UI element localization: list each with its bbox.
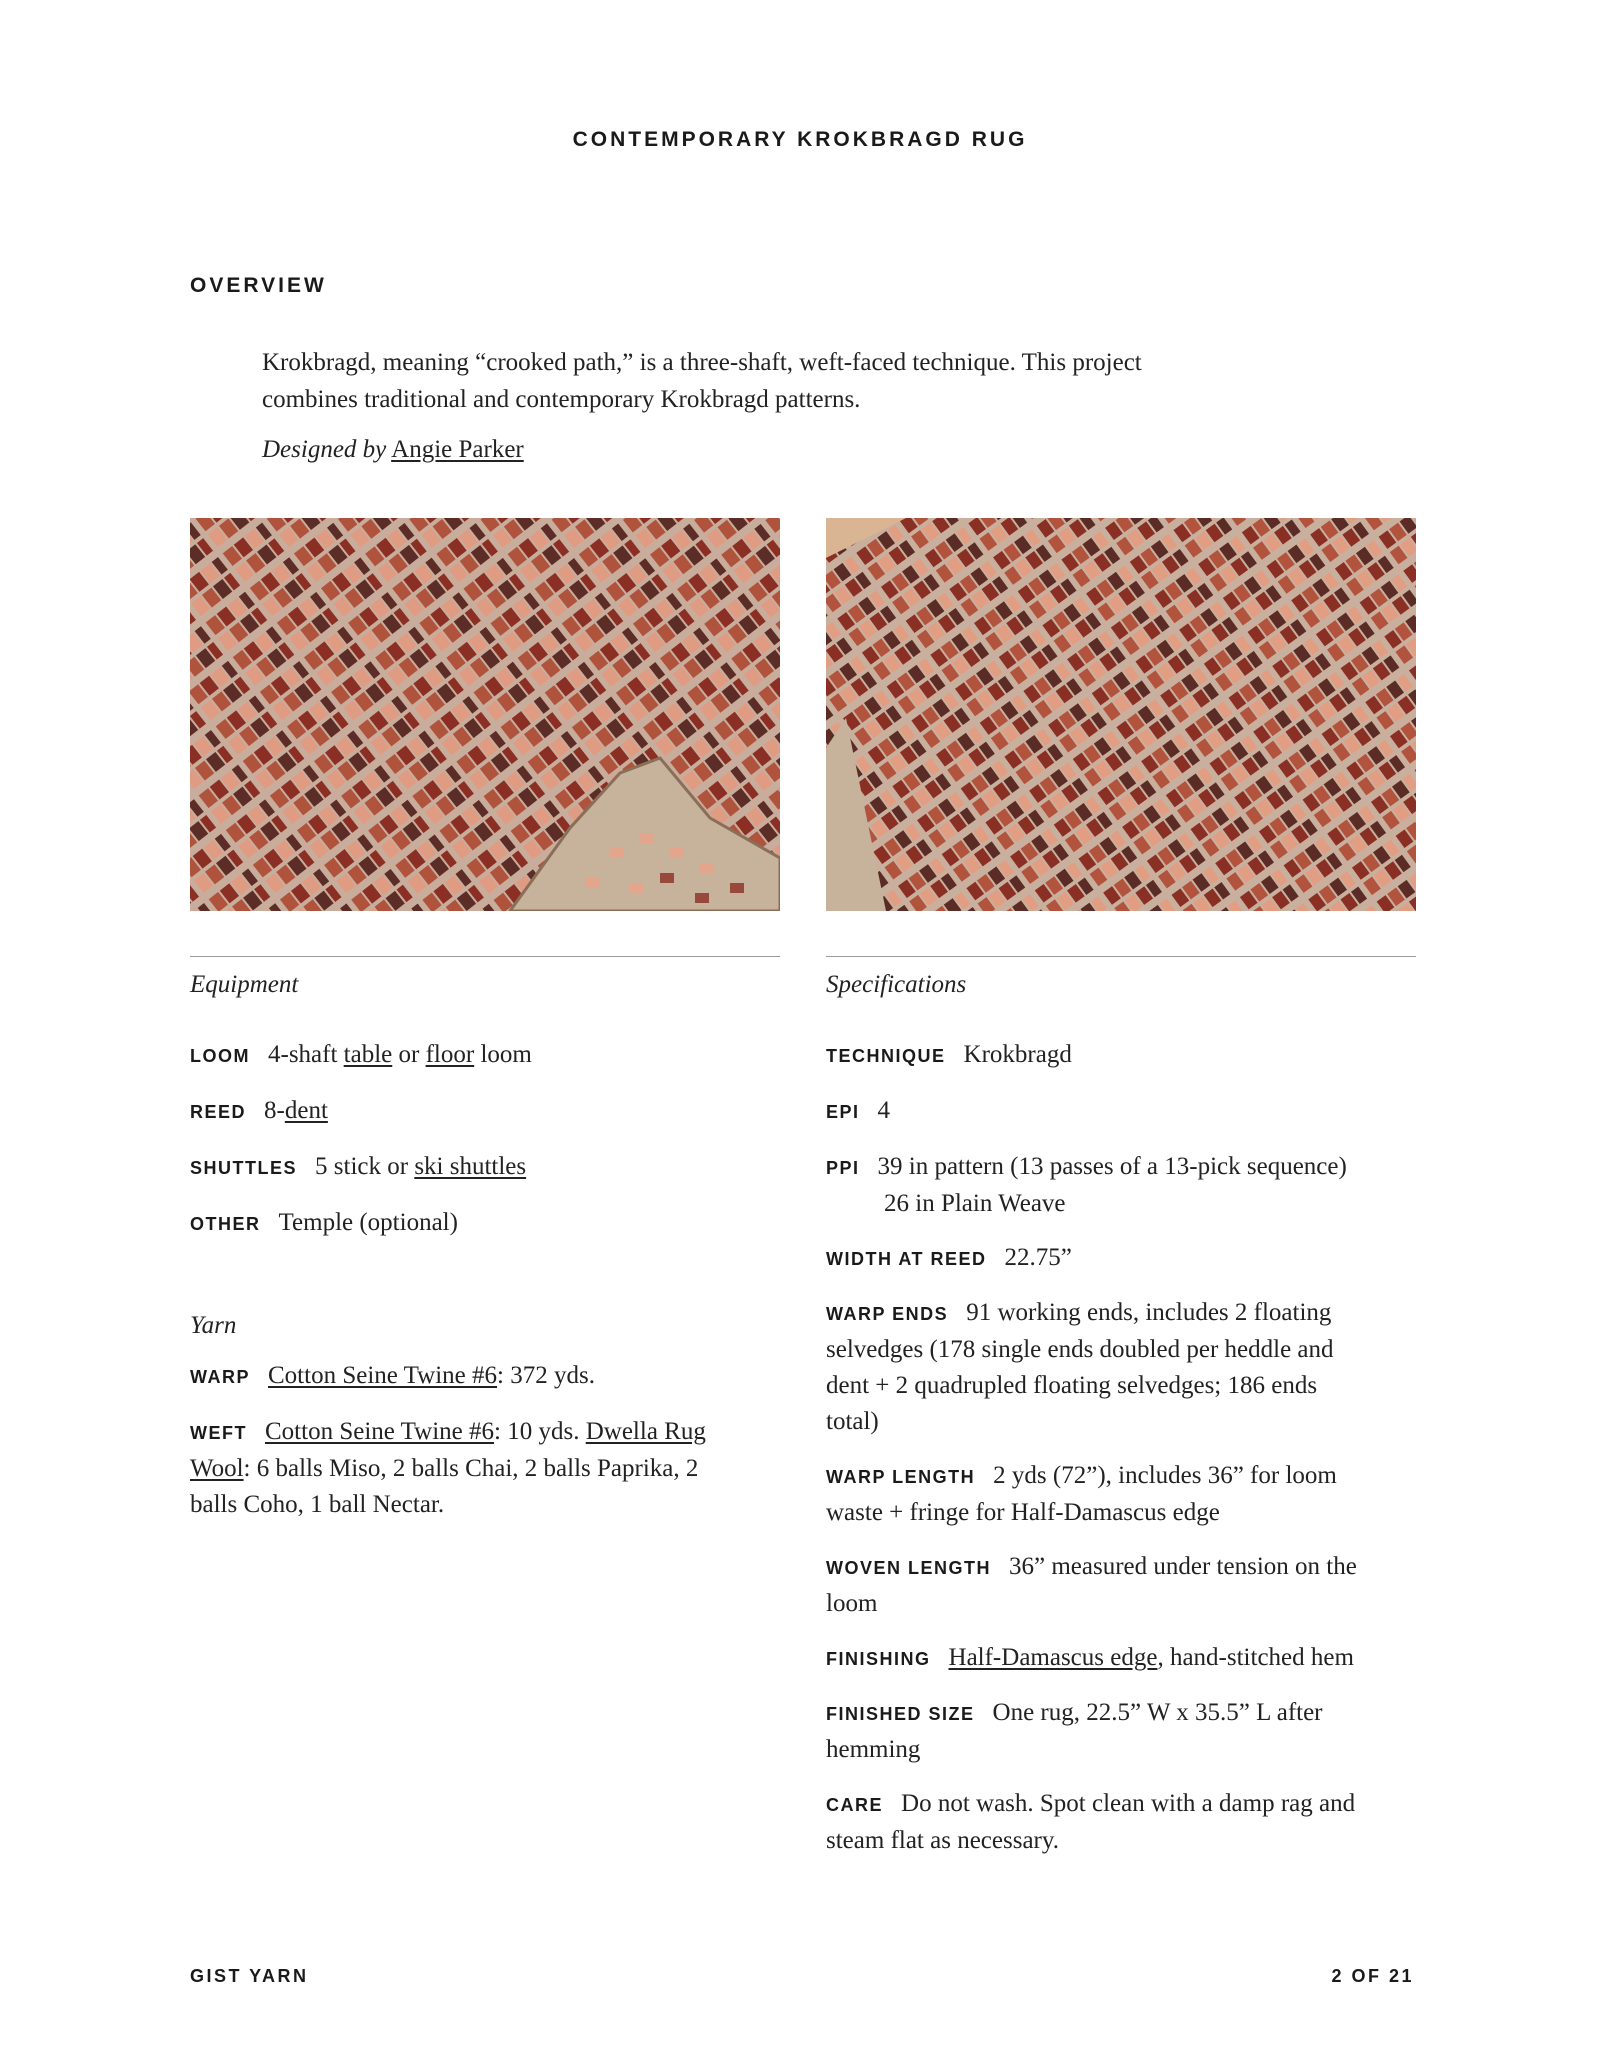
finishing-value: , hand-stitched hem (1157, 1644, 1354, 1671)
warp-key: WARP (190, 1367, 250, 1387)
overview-intro (262, 344, 1262, 418)
finishing-key: FINISHING (826, 1649, 931, 1669)
spec-epi (826, 1093, 1416, 1130)
weft-text: : 10 yds. (494, 1418, 580, 1445)
warp-length-key: WARP LENGTH (826, 1467, 976, 1487)
loom-key: LOOM (190, 1046, 250, 1066)
half-damascus-edge-link[interactable]: Half-Damascus edge (948, 1644, 1158, 1671)
spec-width-at-reed (826, 1240, 1416, 1277)
equipment-loom (190, 1037, 780, 1074)
warp-length-value: waste + fringe for Half-Damascus edge (826, 1499, 1220, 1526)
divider (190, 956, 780, 957)
yarn-weft (190, 1414, 780, 1523)
designer-link[interactable]: Angie Parker (391, 436, 524, 463)
other-key: OTHER (190, 1214, 261, 1234)
spec-woven-length (826, 1549, 1416, 1622)
reed-text: 8- (264, 1097, 285, 1124)
intro-line: Krokbragd, meaning “crooked path,” is a three-shaft, weft-faced technique. This project (262, 349, 1142, 376)
spec-care (826, 1786, 1416, 1859)
technique-key: TECHNIQUE (826, 1046, 946, 1066)
loom-text: 4-shaft (268, 1041, 338, 1068)
spec-technique (826, 1037, 1416, 1074)
cotton-seine-twine-link[interactable]: Cotton Seine Twine #6 (265, 1418, 495, 1445)
loom-text: or (398, 1041, 420, 1068)
spec-warp-ends (826, 1295, 1416, 1440)
finished-size-value: hemming (826, 1736, 921, 1763)
woven-length-value: 36” measured under tension on the (1009, 1553, 1357, 1580)
page-number: 2 OF 21 (1331, 1966, 1414, 1986)
equipment-column (190, 956, 780, 1523)
dwella-rug-wool-link[interactable]: Dwella Rug (585, 1418, 706, 1445)
divider (826, 956, 1416, 957)
warp-length-value: 2 yds (72”), includes 36” for loom (993, 1462, 1337, 1489)
epi-value: 4 (877, 1097, 891, 1124)
overview-heading: OVERVIEW (190, 274, 327, 297)
dent-link[interactable]: dent (284, 1097, 328, 1124)
weft-text: : 6 balls Miso, 2 balls Chai, 2 balls Paprika, 2 (243, 1455, 699, 1482)
warp-ends-key: WARP ENDS (826, 1304, 949, 1324)
woven-length-value: loom (826, 1590, 878, 1617)
ski-shuttles-link[interactable]: ski shuttles (414, 1153, 527, 1180)
spec-ppi (826, 1149, 1416, 1222)
care-value: Do not wash. Spot clean with a damp rag and (901, 1790, 1356, 1817)
yarn-warp (190, 1358, 780, 1395)
warp-text: : 372 yds. (497, 1362, 595, 1389)
finished-size-key: FINISHED SIZE (826, 1704, 975, 1724)
rug-photo-folded-corner (190, 518, 780, 911)
cotton-seine-twine-link[interactable]: Cotton Seine Twine #6 (268, 1362, 498, 1389)
floor-loom-link[interactable]: floor (425, 1041, 475, 1068)
equipment-reed (190, 1093, 780, 1130)
warp-ends-value: selvedges (178 single ends doubled per heddle and (826, 1336, 1334, 1363)
other-value: Temple (optional) (278, 1209, 458, 1236)
equipment-shuttles (190, 1149, 780, 1186)
ppi-value: 26 in Plain Weave (884, 1190, 1066, 1217)
table-loom-link[interactable]: table (343, 1041, 393, 1068)
spec-finishing (826, 1640, 1416, 1677)
designed-by-label: Designed by (262, 436, 387, 463)
footer-brand: GIST YARN (190, 1966, 309, 1986)
width-at-reed-key: WIDTH AT REED (826, 1249, 987, 1269)
reed-key: REED (190, 1102, 247, 1122)
ppi-value: 39 in pattern (13 passes of a 13-pick sequence) (877, 1153, 1347, 1180)
dwella-rug-wool-link[interactable]: Wool (190, 1455, 244, 1482)
loom-text: loom (480, 1041, 532, 1068)
spec-finished-size (826, 1695, 1416, 1768)
rug-photo-edge (826, 518, 1416, 911)
finished-size-value: One rug, 22.5” W x 35.5” L after (992, 1699, 1323, 1726)
designer-credit (262, 436, 524, 464)
shuttles-text: 5 stick or (315, 1153, 409, 1180)
yarn-heading: Yarn (190, 1312, 237, 1339)
document-title: CONTEMPORARY KROKBRAGD RUG (572, 128, 1028, 151)
ppi-key: PPI (826, 1158, 860, 1178)
technique-value: Krokbragd (963, 1041, 1072, 1068)
equipment-heading: Equipment (190, 971, 299, 998)
woven-length-key: WOVEN LENGTH (826, 1558, 991, 1578)
weft-text: balls Coho, 1 ball Nectar. (190, 1491, 445, 1518)
epi-key: EPI (826, 1102, 860, 1122)
warp-ends-value: dent + 2 quadrupled floating selvedges; 186 ends (826, 1372, 1318, 1399)
care-value: steam flat as necessary. (826, 1827, 1059, 1854)
warp-ends-value: 91 working ends, includes 2 floating (966, 1299, 1332, 1326)
equipment-other (190, 1205, 780, 1242)
warp-ends-value: total) (826, 1408, 879, 1435)
weft-key: WEFT (190, 1423, 247, 1443)
intro-line: combines traditional and contemporary Krokbragd patterns. (262, 386, 861, 413)
spec-warp-length (826, 1458, 1416, 1531)
shuttles-key: SHUTTLES (190, 1158, 298, 1178)
specifications-heading: Specifications (826, 971, 967, 998)
specifications-column (826, 956, 1416, 1859)
width-at-reed-value: 22.75” (1004, 1244, 1072, 1271)
care-key: CARE (826, 1795, 884, 1815)
